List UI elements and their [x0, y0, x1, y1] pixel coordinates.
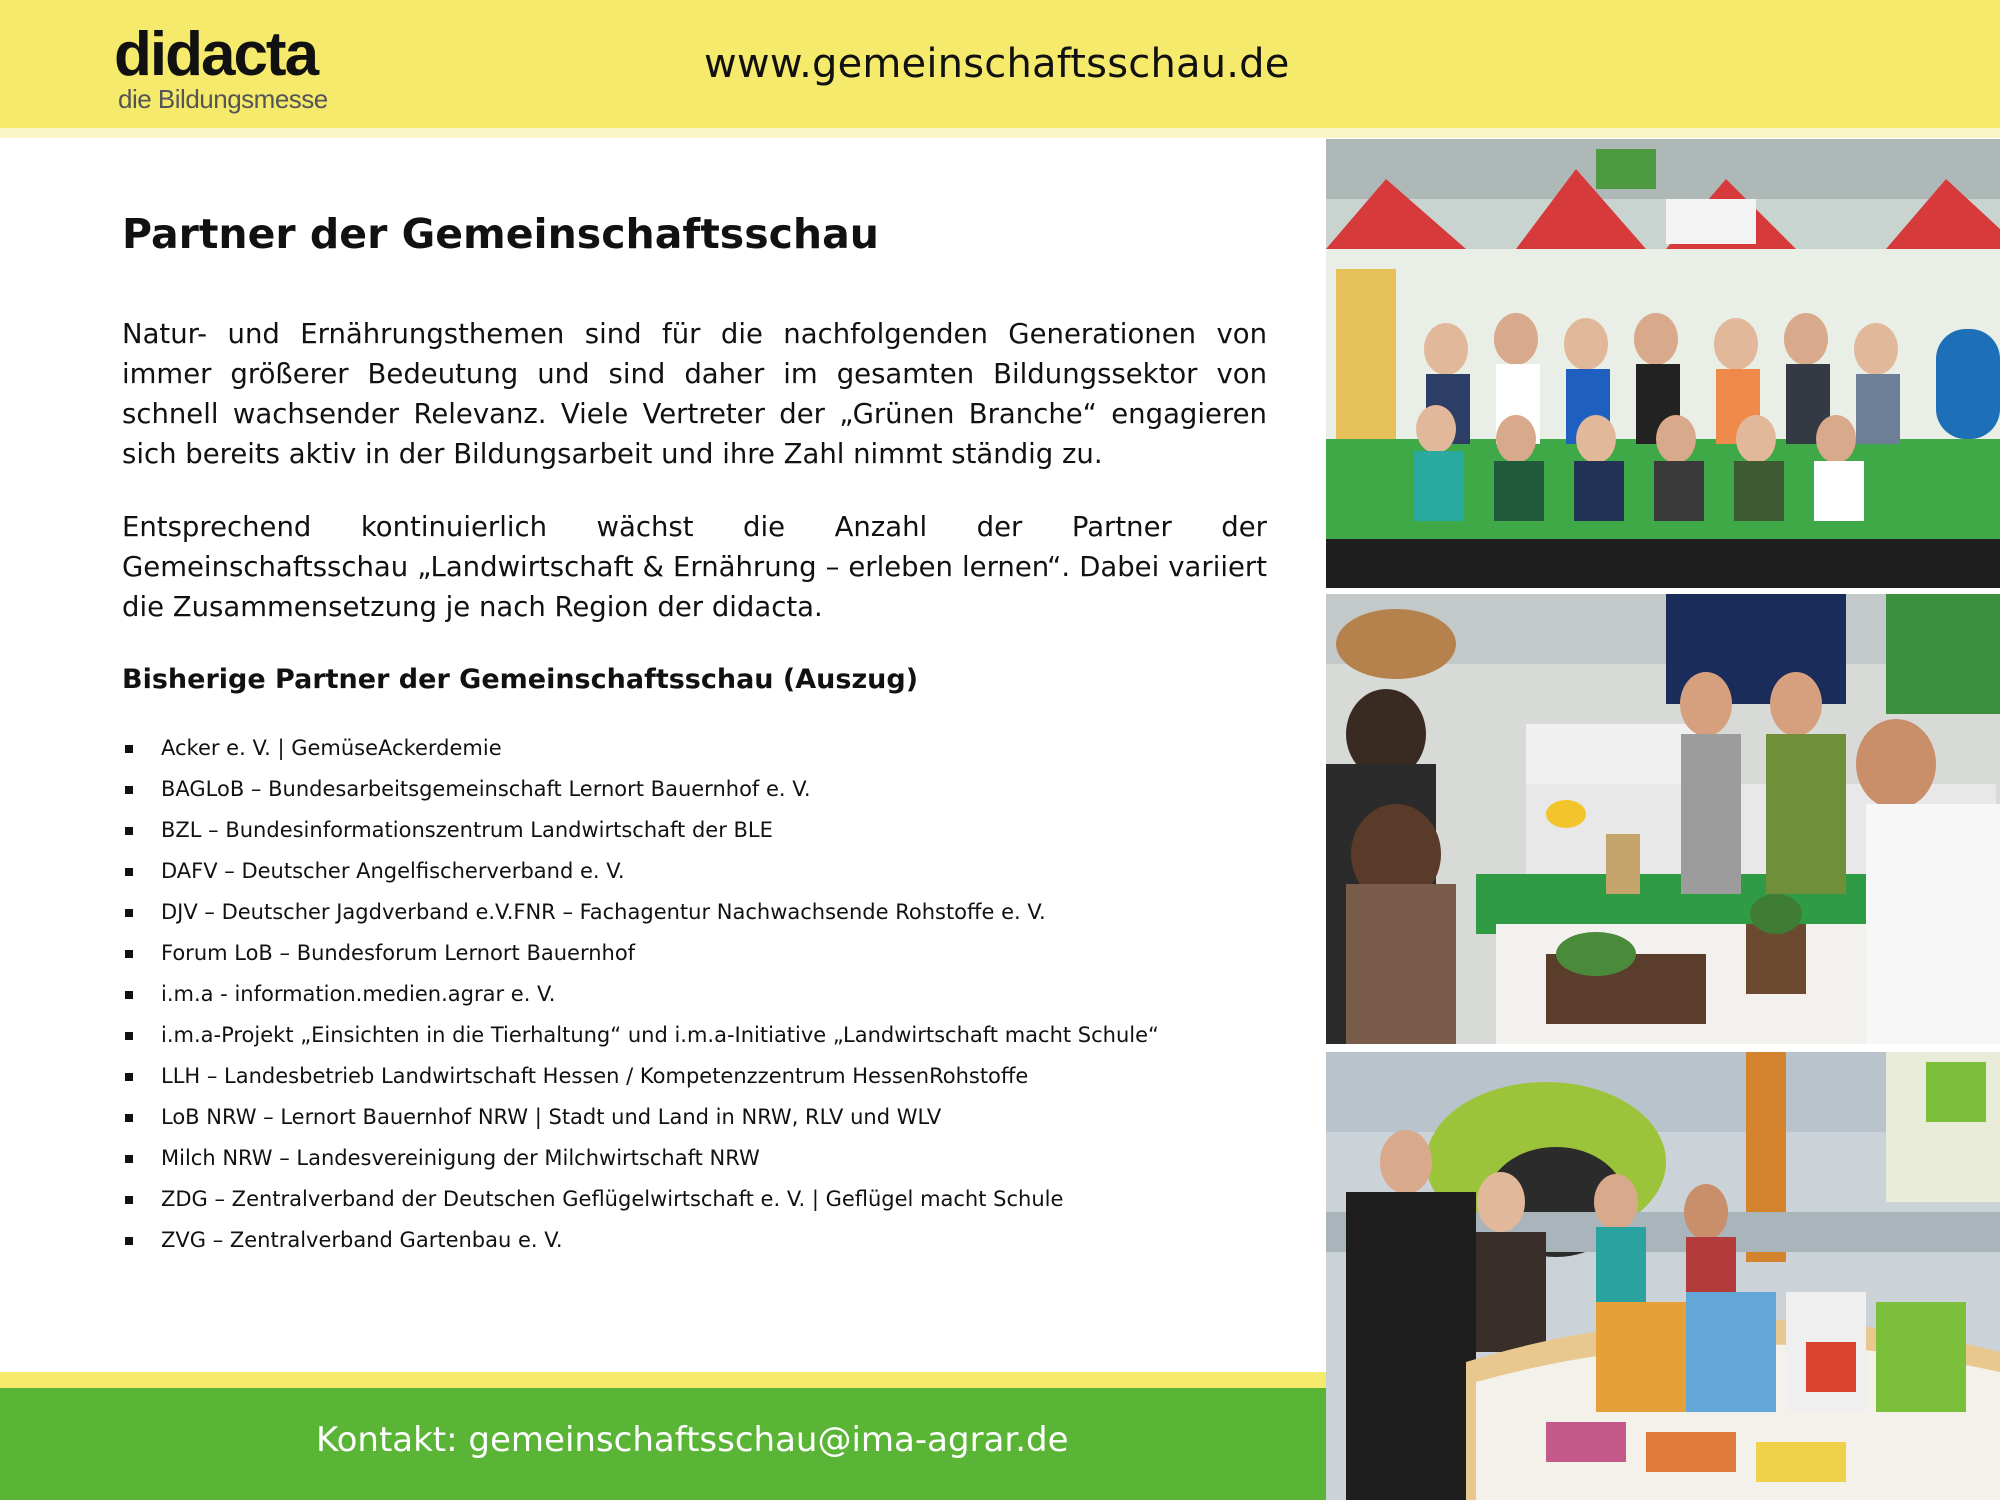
list-item — [122, 1220, 1282, 1261]
list-item — [122, 1138, 1282, 1179]
bullet-icon — [125, 1032, 133, 1040]
list-item — [122, 974, 1282, 1015]
partner-label: DJV – Deutscher Jagdverband e.V.FNR – Fachagentur Nachwachsende Rohstoffe e. V. — [161, 900, 1046, 924]
partner-label: DAFV – Deutscher Angelfischerverband e. V. — [161, 859, 625, 883]
partners-subheading: Bisherige Partner der Gemeinschaftsschau (Auszug) — [122, 664, 919, 695]
partner-label: BZL – Bundesinformationszentrum Landwirtschaft der BLE — [161, 818, 773, 842]
partner-label: Milch NRW – Landesvereinigung der Milchwirtschaft NRW — [161, 1146, 760, 1170]
bullet-icon — [125, 786, 133, 794]
list-item — [122, 892, 1282, 933]
bullet-icon — [125, 868, 133, 876]
partner-label: ZVG – Zentralverband Gartenbau e. V. — [161, 1228, 563, 1252]
list-item — [122, 851, 1282, 892]
partner-label: BAGLoB – Bundesarbeitsgemeinschaft Lernort Bauernhof e. V. — [161, 777, 811, 801]
bullet-icon — [125, 991, 133, 999]
partner-label: LoB NRW – Lernort Bauernhof NRW | Stadt und Land in NRW, RLV und WLV — [161, 1105, 942, 1129]
partner-label: Forum LoB – Bundesforum Lernort Bauernhof — [161, 941, 636, 965]
partner-label: i.m.a - information.medien.agrar e. V. — [161, 982, 556, 1006]
bullet-icon — [125, 745, 133, 753]
bullet-icon — [125, 1237, 133, 1245]
bullet-icon — [125, 1114, 133, 1122]
brochure-table-photo — [1326, 1052, 2000, 1500]
bullet-icon — [125, 1073, 133, 1081]
list-item — [122, 769, 1282, 810]
partner-list — [122, 728, 1282, 1261]
list-item — [122, 933, 1282, 974]
list-item — [122, 1015, 1282, 1056]
website-url[interactable]: www.gemeinschaftsschau.de — [704, 41, 1290, 87]
bullet-icon — [125, 950, 133, 958]
header-band — [0, 0, 2000, 128]
footer-band — [0, 1388, 1326, 1500]
list-item — [122, 1056, 1282, 1097]
partner-label: LLH – Landesbetrieb Landwirtschaft Hessen / Kompetenzzentrum HessenRohstoffe — [161, 1064, 1029, 1088]
bullet-icon — [125, 827, 133, 835]
bullet-icon — [125, 1196, 133, 1204]
intro-paragraph: Natur- und Ernährungsthemen sind für die nachfolgenden Generationen von immer größerer Bedeutung und sind daher im gesamten Bildungssektor von schnell wachsender Relevanz. Viele Vertreter der „Grünen Branche“ engagieren sich bereits aktiv in der Bildungsarbeit und ihre Zahl nimmt ständig zu. — [122, 318, 1267, 470]
list-item — [122, 728, 1282, 769]
list-item — [122, 1097, 1282, 1138]
footer-divider — [0, 1372, 1326, 1388]
group-photo — [1326, 139, 2000, 588]
page-title: Partner der Gemeinschaftsschau — [122, 210, 879, 258]
logo-wordmark: didacta — [114, 20, 318, 89]
header-divider — [0, 128, 2000, 138]
partner-label: Acker e. V. | GemüseAckerdemie — [161, 736, 502, 760]
didacta-logo[interactable] — [114, 20, 374, 120]
logo-tagline: die Bildungsmesse — [118, 84, 328, 114]
contact-email[interactable]: Kontakt: gemeinschaftsschau@ima-agrar.de — [316, 1420, 1069, 1460]
bullet-icon — [125, 909, 133, 917]
partner-label: ZDG – Zentralverband der Deutschen Geflügelwirtschaft e. V. | Geflügel macht Schule — [161, 1187, 1064, 1211]
bullet-icon — [125, 1155, 133, 1163]
growth-paragraph: Entsprechend kontinuierlich wächst die Anzahl der Partner der Gemeinschaftsschau „Landwirtschaft & Ernährung – erleben lernen“. Dabei variiert die Zusammensetzung je nach Region der didacta. — [122, 511, 1267, 623]
list-item — [122, 1179, 1282, 1220]
list-item — [122, 810, 1282, 851]
partner-label: i.m.a-Projekt „Einsichten in die Tierhaltung“ und i.m.a-Initiative „Landwirtschaft macht Schule“ — [161, 1023, 1159, 1047]
plant-workshop-photo — [1326, 594, 2000, 1044]
